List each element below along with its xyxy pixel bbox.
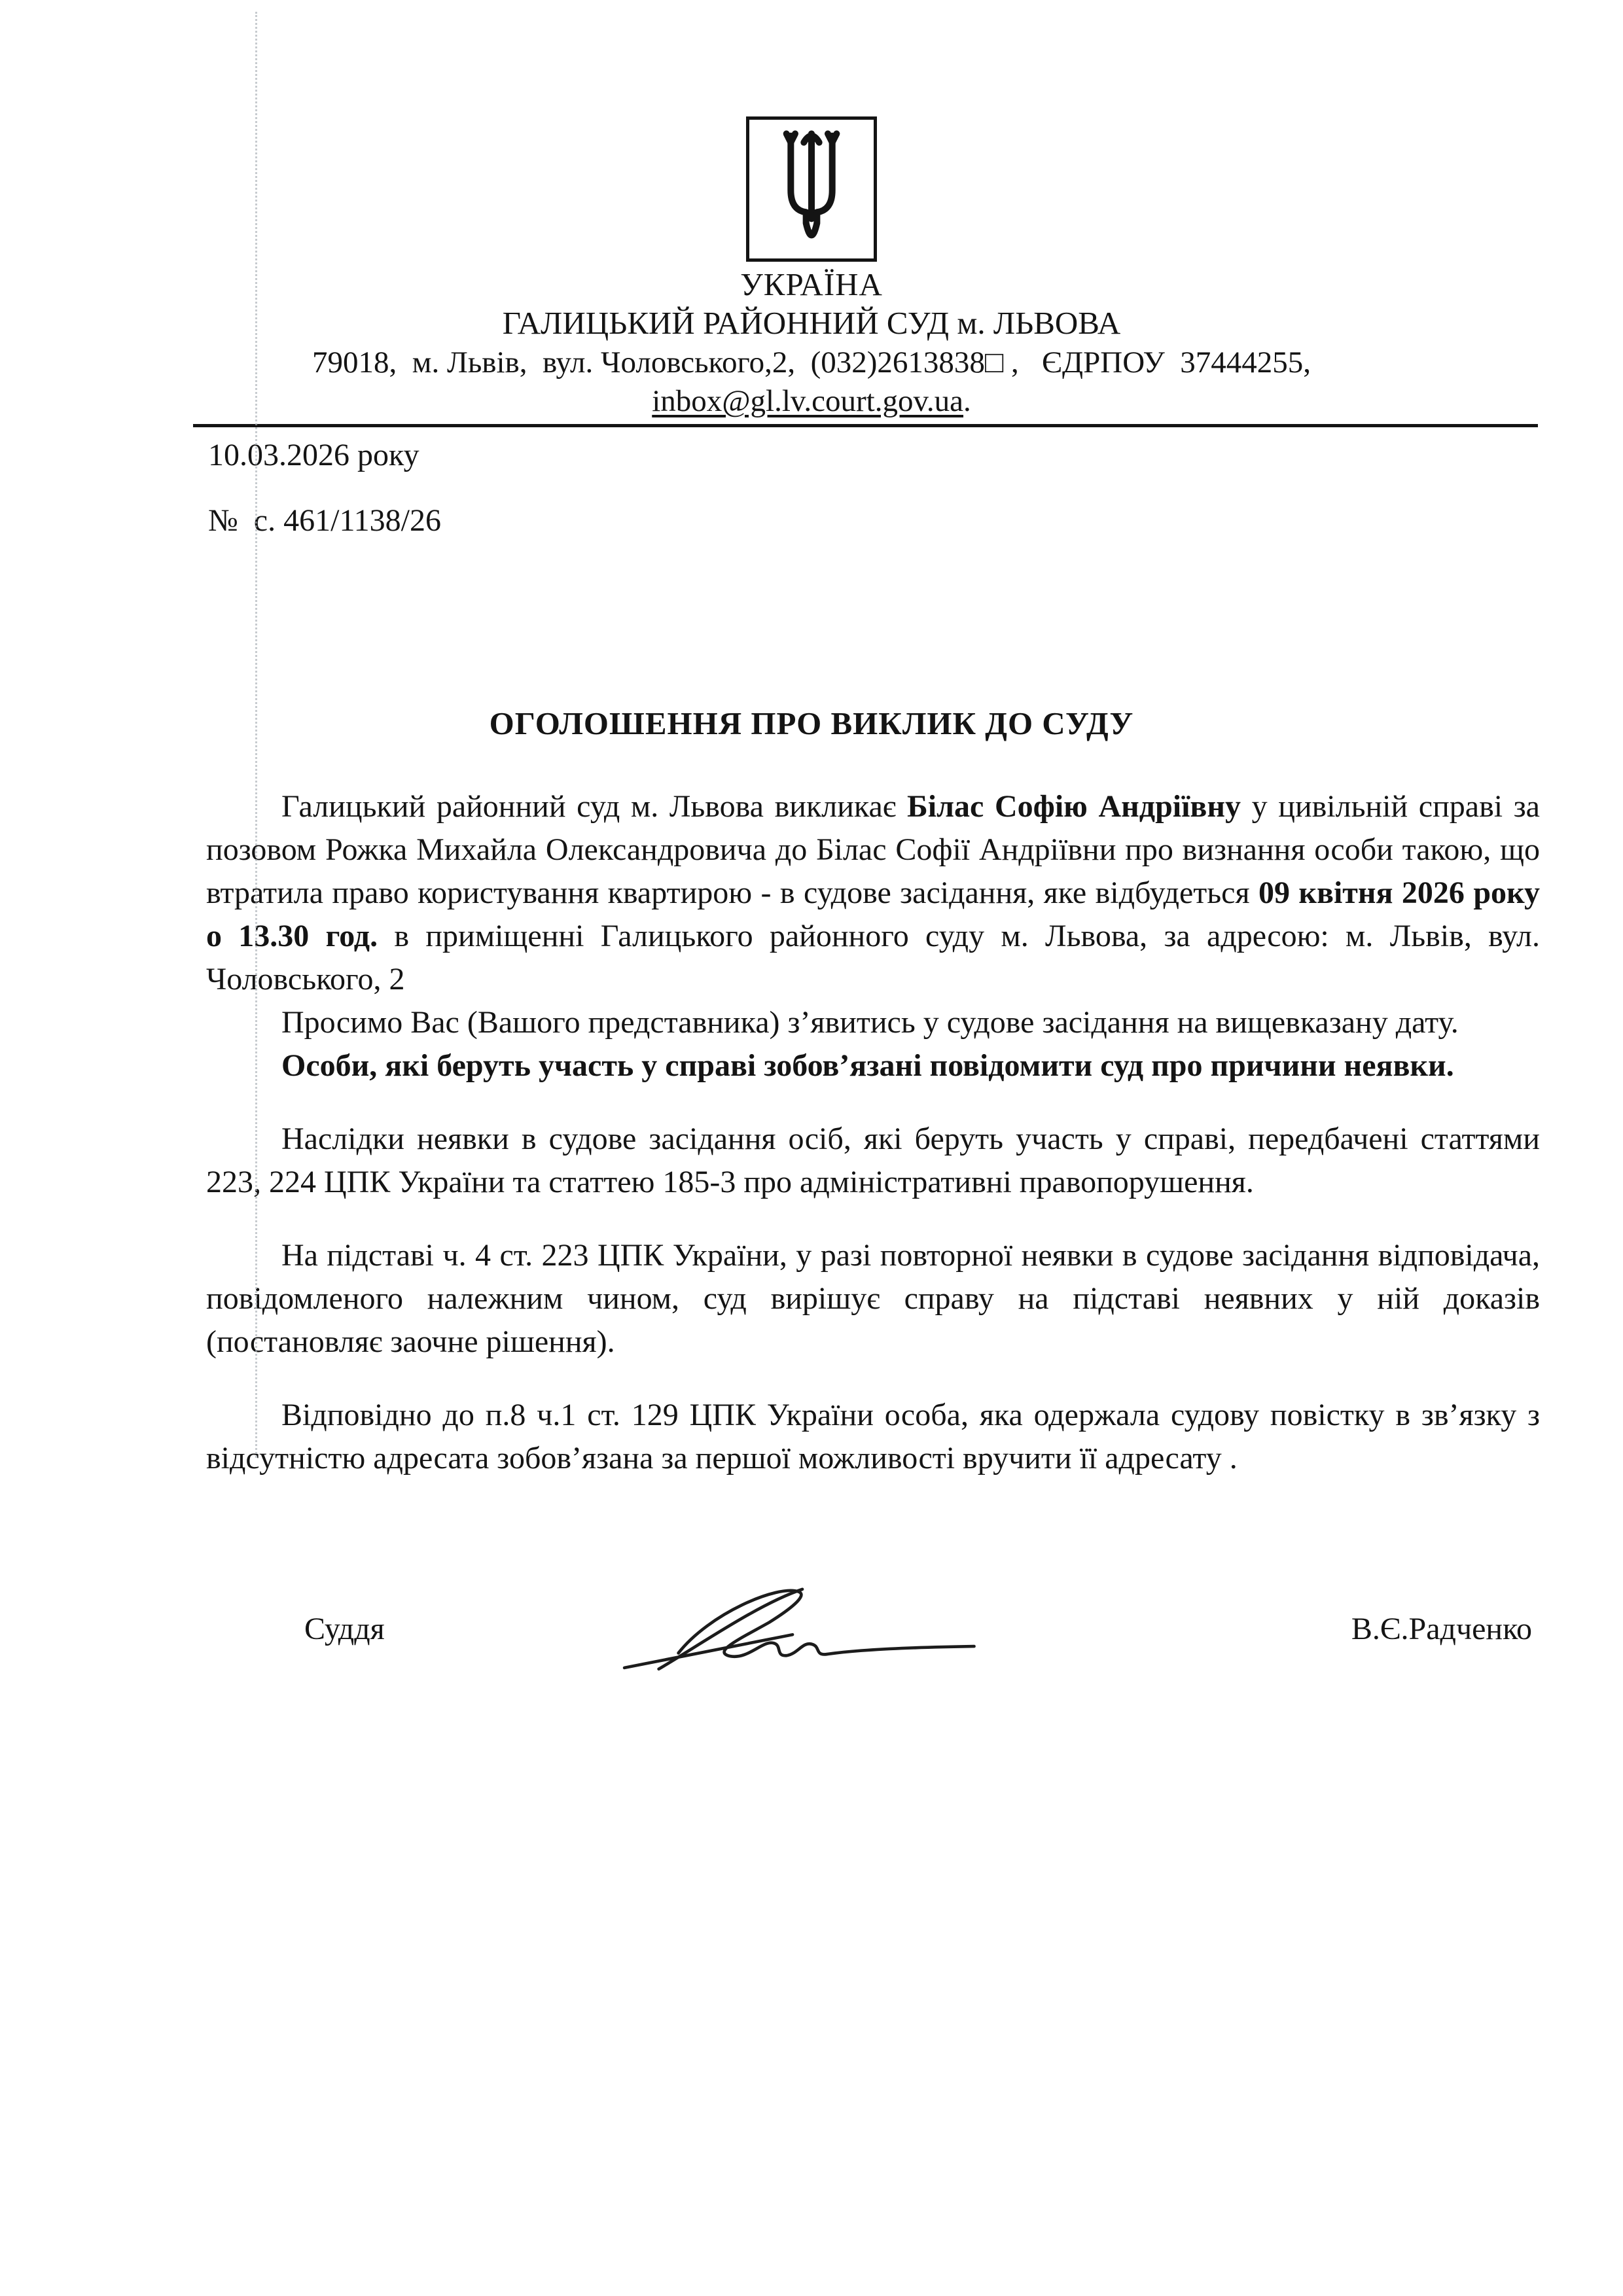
judge-name: В.Є.Радченко — [1351, 1612, 1532, 1646]
court-emblem-box — [746, 116, 877, 262]
judge-role-label: Суддя — [304, 1612, 385, 1646]
signature-row — [206, 1578, 1540, 1680]
document-date: 10.03.2026 року — [208, 438, 419, 472]
email-period: . — [963, 384, 971, 418]
document-title: ОГОЛОШЕННЯ ПРО ВИКЛИК ДО СУДУ — [489, 705, 1134, 741]
court-address-line: 79018, м. Львів, вул. Чоловського,2, (032)2613838□ , ЄДРПОУ 37444255, — [312, 345, 1311, 380]
header-divider-rule — [193, 424, 1538, 427]
case-number: № с. 461/1138/26 — [208, 503, 441, 538]
body-paragraph-request: Просимо Вас (Вашого представника) з’явитись у судове засідання на вищевказану дату. — [281, 1005, 1459, 1040]
ukraine-trident-icon — [749, 247, 874, 258]
body-paragraph-consequences: Наслідки неявки в судове засідання осіб, які беруть участь у справі, передбачені статтями 223, 224 ЦПК України та статтею 185-3 про адміністративні правопорушення. — [206, 1122, 1540, 1199]
handwritten-signature-icon — [580, 1578, 986, 1680]
body-paragraph-summons: Галицький районний суд м. Львова викликає Білас Софію Андріївну у цивільній справі за позовом Рожка Михайла Олександровича до Білас Софії Андріївни про визнання особи такою, що втратила право користування квартирою - в судове засідання, яке відбудеться 09 квітня 2026 року о 13.30 год. в приміщенні Галицького районного суду м. Львова, за адресою: м. Львів, вул. Чоловського, 2 — [206, 789, 1540, 997]
document-body — [206, 785, 1540, 1480]
court-email: inbox@gl.lv.court.gov.ua — [652, 384, 964, 418]
country-name: УКРАЇНА — [740, 266, 883, 302]
court-email-line — [0, 382, 1623, 420]
document-meta — [208, 436, 1623, 540]
letterhead — [0, 0, 1623, 427]
body-paragraph-obligation: Особи, які беруть участь у справі зобов’язані повідомити суд про причини неявки. — [281, 1048, 1454, 1083]
body-paragraph-article-223: На підставі ч. 4 ст. 223 ЦПК України, у разі повторної неявки в судове засідання відповідача, повідомленого належним чином, суд вирішує справу на підставі неявних у ній доказів (постановляє заочне рішення). — [206, 1238, 1540, 1359]
scan-artifact-dotted-line — [255, 12, 257, 1458]
body-paragraph-article-129: Відповідно до п.8 ч.1 ст. 129 ЦПК України особа, яка одержала судову повістку в зв’язку з відсутністю адресата зобов’язана за першої можливості вручити її адресату . — [206, 1398, 1540, 1475]
court-name: ГАЛИЦЬКИЙ РАЙОННИЙ СУД м. ЛЬВОВА — [502, 305, 1121, 341]
